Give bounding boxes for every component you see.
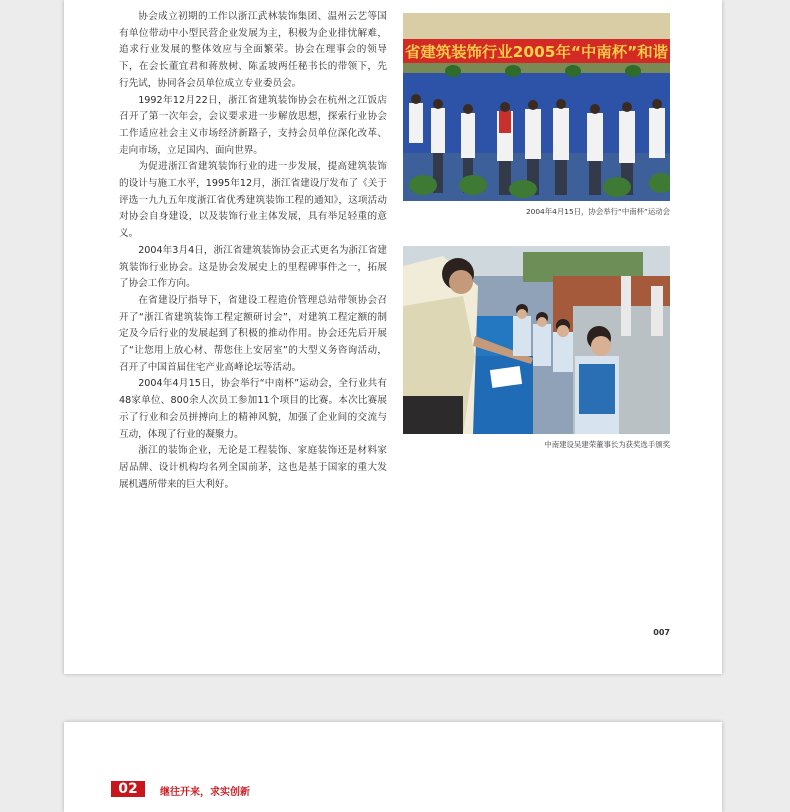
paragraph: 协会成立初期的工作以浙江武林装饰集团、温州云艺等国有单位带动中小型民营企业发展为主，积极为企业排忧解难，追求行业发展的整体效应与全面繁荣。协会在理事会的领导下，在会长董宜君和蒋敖树、陈孟坡两任秘书长的带领下，先行先试，协同各会员单位成立专业委员会。 (119, 11, 387, 89)
page-number: 007 (653, 628, 670, 637)
paragraph: 在省建设厅指导下，省建设工程造价管理总站带领协会召开了“浙江省建筑装饰工程定额研讨会”，对建筑工程定额的制定及今后行业的发展起到了积极的推动作用。协会还先后开展了“让您用上放心材、帮您住上安居室”的大型义务咨询活动，召开了中国首届住宅产业高峰论坛等活动。 (119, 294, 387, 373)
paragraph: 为促进浙江省建筑装饰行业的进一步发展，提高建筑装饰的设计与施工水平，1995年12月，浙江省建设厅发布了《关于评选一九九五年度浙江省优秀建筑装饰工程的通知》，这项活动对协会自身建设，以及装饰行业主体发展，具有举足轻重的意义。 (119, 161, 387, 240)
photo-caption: 2004年4月15日，协会举行“中南杯”运动会 (525, 207, 670, 216)
award-handout-photo (403, 246, 670, 434)
paragraph: 2004年4月15日，协会举行“中南杯”运动会，全行业共有48家单位、800余人次员工参加11个项目的比赛。本次比赛展示了行业和会员拼搏向上的精神风貌，加强了企业间的交流与互动，体现了行业的凝聚力。 (119, 378, 387, 440)
book-page-next (64, 722, 722, 812)
chapter-title: 继往开来，求实创新 (160, 787, 250, 798)
paragraph: 浙江的装饰企业，无论是工程装饰、家庭装饰还是材料家居品牌、设计机构均名列全国前茅，这也是基于国家的重大发展机遇所带来的巨大利好。 (119, 445, 387, 490)
body-text (119, 9, 387, 493)
paragraph: 1992年12月22日，浙江省建筑装饰协会在杭州之江饭店召开了第一次年会，会议要求进一步解放思想，探索行业协会工作适应社会主义市场经济新路子，支持会员单位深化改革、走向市场，立足国内、面向世界。 (119, 94, 387, 156)
book-page-007 (64, 0, 722, 674)
banner-text: 省建筑装饰行业2005年“中南杯”和谐 (405, 43, 668, 61)
sports-meet-photo (403, 13, 670, 201)
photo-caption: 中南建设吴建荣董事长为获奖选手颁奖 (544, 440, 670, 449)
paragraph: 2004年3月4日，浙江省建筑装饰协会正式更名为浙江省建筑装饰行业协会。这是协会发展史上的里程碑事件之一，拓展了协会工作方向。 (119, 244, 387, 290)
chapter-number: 02 (111, 781, 145, 797)
